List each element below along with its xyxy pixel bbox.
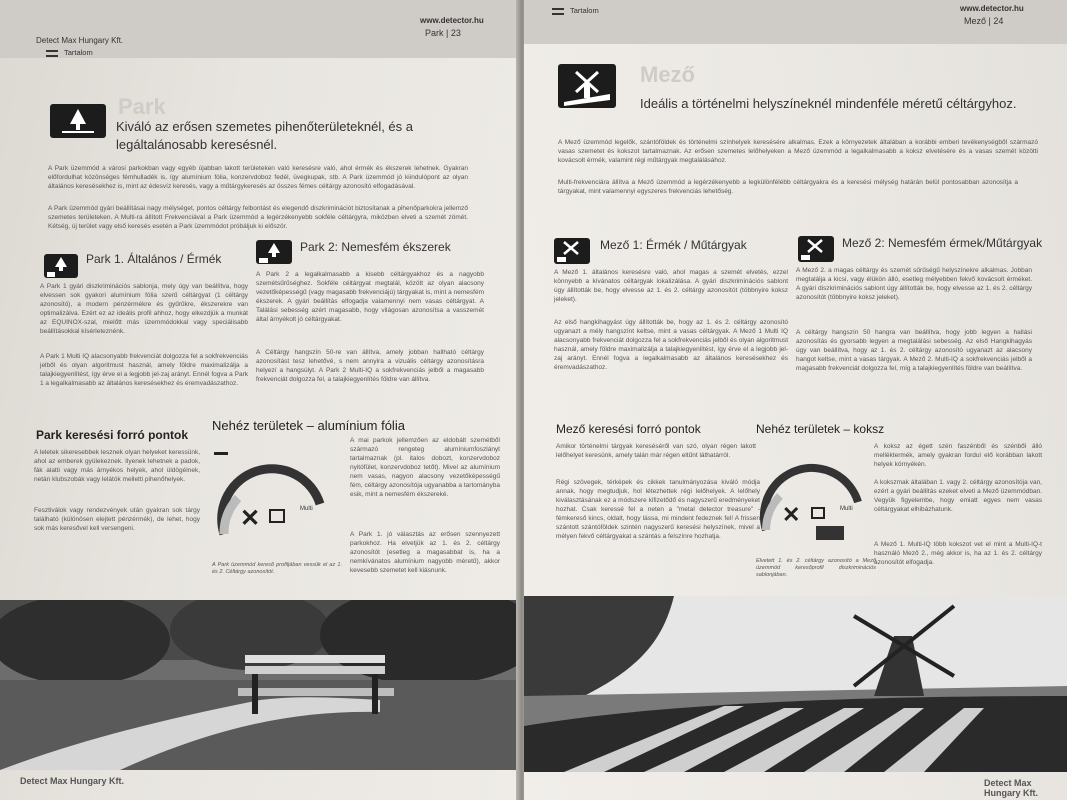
- park-difficult-text-1: A mai parkok jellemzően az eldobált szemétből származó rengeteg alumíniumfoszlányt tartalmaznak (pl. italos dobozt, konzervdoboz nyitófület, konzervdoboz tetőt). Mivel az alumínium nem vasas, nagyon alacsony vezetőképességű fém, céltárgy azonosítója ugyanabba a tartományba esik, mint a nemesfém ékszereké.: [350, 437, 500, 498]
- left-footer: Detect Max Hungary Kft.: [20, 776, 125, 786]
- park-1-text-2: A Park 1 Multi IQ alacsonyabb frekvenciát dolgozza fel a sokfrekvenciás jelből és olyan algoritmust használ, amely földre maximalizálja a talajkiegyenlítést, így érve el a legjobb jel-zaj arányt. Ennél fogva a Park 1 a legalkalmasabb az általános keresésekhez és éremvadászathoz.: [40, 353, 248, 387]
- field-intro-2: Multi-frekvenciára állítva a Mező üzemmód a legérzékenyebb a legkülönfélébb céltárgyakra és a keresési mélység határán belül pontosabban azonosítja a tárgyakat, mint valamennyi egyszeres frekvenciás lehetőség.: [558, 179, 1018, 195]
- field-display-caption: Elvetett 1. és 2. céltárgy azonosító a Mező üzemmód keresőprofil diszkriminációs sablonjában.: [756, 558, 876, 578]
- left-page-number: Park | 23: [425, 28, 461, 38]
- park-2-text-1: A Park 2 a legalkalmasabb a kisebb céltárgyakhoz és a nagyobb szemétsűrűséghez. Sokféle céltárgyat megtalál, között az olyan alacsony vezetőképességű (vagy magasabb frekvenciájú) tárgyakat is, mint a nemesfém ékszerek. A gyári beállítás elfogadja valamennyi nem vasas céltárgyat. A Találási sebesség azért magasabb, hogy világosan azonosítsa a vasszemét által árnyékolt jó céltárgyakat.: [256, 271, 484, 323]
- park-subtitle: Kiváló az erősen szemetes pihenőterületeknél, és a legáltalánosabb keresésnél.: [116, 119, 414, 152]
- field-detector-display: [754, 444, 872, 556]
- left-toc-link[interactable]: [46, 48, 93, 57]
- park-difficult-text-2: A Park 1. jó választás az erősen szennyezett parkokhoz. Ha elvetjük az 1. és 2. céltárgy azonosítót (esetleg a magasabbat is, ha a nemkívánatos alumínium nagyobb méretű), akkor kevesebb szemetet kell kiásnunk.: [350, 531, 500, 574]
- svg-text:✕: ✕: [240, 505, 261, 532]
- right-toc-link[interactable]: [552, 6, 599, 15]
- park-bench-photo: [0, 600, 520, 770]
- field-1-text-2: Az első hangkihagyást úgy állították be, hogy az 1. és 2. céltárgy azonosító ugyanazt a mély hangszínt keltse, mint a vasas céltárgyak. A Mező 1 Multi IQ alacsonyabb frekvenciát dolgozza fel a sokfrekvenciás jelből és olyan algoritmust használ, amely földre maximalizálja a talajkiegyenlítést, így érve el a legjobb jel-zaj arányt. Ennél fogva a legalkalmasabb az általános keresésekhez és éremvadászathoz.: [554, 319, 788, 371]
- park-1-title: Park 1. Általános / Érmék: [86, 252, 222, 266]
- field-2-icon: [798, 236, 834, 262]
- list-icon: [552, 8, 564, 15]
- field-intro-1: A Mező üzemmód legelők, szántóföldek és történelmi színhelyek keresésére alkalmas. Ezek a környezetek általában a korábbi emberi tevékenységből származó vasas szemetet és kokszot tartalmaznak. Az erősen szemetes lelőhelyeken a Mező üzemmód a legalkalmasabb a koksz elvetésére és a vasas szemét közötti kovácsolt érmék, valamint régi műtárgyak megtalálásához.: [558, 139, 1038, 164]
- park-1-text-1: A Park 1 gyári diszkriminációs sablonja, mely úgy van beállítva, hogy elvessen sok gyakori alumínium fólia szerű céltárgyat (1 céltárgy azonosító), a modern pénzérmékre és gyűrűkre, ékszerekre van optimalizálva. Ezért ez az ideális profil ahhoz, hogy elkezdjük a munkát az EQUINOX-szal, mielőtt más üzemmódokkal vagy speciálisabb beállításokkal kísérleteznénk.: [40, 283, 248, 335]
- right-header-url: www.detector.hu: [960, 4, 1024, 13]
- park-display-caption: A Park üzemmód kereső profiljában vessük el az 1. és 2. Céltárgy azonosítót.: [212, 562, 342, 575]
- field-2-text-2: A céltárgy hangszín 50 hangra van beállítva, hogy jobb legyen a hallási azonosítás és gyorsabb legyen a megtalálási sebesség. Az első Hangkihagyás úgy van beállítva, hogy az 1. és 2. céltárgy azonosító ugyanazt az alacsony hangot keltse, mint a vasas tárgyak. A Mező 2. Multi-IQ a sokfrekvenciás jelből a magasabb frekvenciát dolgozza fel, míg a talajkiegyenlítés földre van beállítva.: [796, 329, 1032, 372]
- field-2-text-1: A Mező 2. a magas céltárgy és szemét sűrűségű helyszínekre alkalmas. Jobban megtalálja a kicsi, vagy élükön álló, esetleg mélyebben fekvő kovácsolt érméket. A gyári diszkriminációs sablont úgy állították be, hogy elvesse az 1. és 2. céltárgy azonosítót (többnyire koksz jeleket).: [796, 267, 1032, 301]
- field-hotspots-text-2: Régi szövegek, térképek és cikkek tanulmányozása kiváló módja annak, hogy megtudjuk, hol létezhettek régi lelőhelyek. A lelőhely kiválasztásának ez a módszere kifizetődő és nagyszerű eredményeket hozhat. Csak keressé fel a neten a "metal detector treasure" - fémkereső kincs, oldalt, hogy lássa, mi mindent fedeznek fel! A frissen szántott szántóföldek szintén nagyszerű keresési helyszínek, mivel a mélyen fekvő céltárgyakat a szántás a felszínre hozhatja.: [556, 479, 760, 540]
- park-hotspots-title: Park keresési forró pontok: [36, 428, 189, 442]
- park-2-text-2: A Céltárgy hangszín 50-re van állítva, amely jobban hallható céltárgy azonosítást tesz lehetővé, s nem annyira a vizuális céltárgy azonosításra helyezi a hangsúlyt. A Park 2 Multi-IQ a sokfrekvenciás jelből a magasabb frekvenciát dolgozza fel, a talajkiegyenlítés földre van állítva.: [256, 349, 484, 383]
- park-difficult-title: Nehéz területek – alumínium fólia: [212, 418, 405, 433]
- field-hotspots-title: Mező keresési forró pontok: [556, 422, 701, 436]
- park-hotspots-text-1: A leletek sikeresebbek lesznek olyan helyeket keressünk, ahol az emberek gyülekeznek. Ilyenek lehetnek a padok, fák alatti vagy más árnyékos helyek, ahol üldögélnek, netán klubszobák vagy lelátók melletti pihenőhelyek.: [34, 449, 200, 483]
- park-hotspots-text-2: Fesztiválok vagy rendezvények után gyakran sok tárgy található (különösen elejtett pénzérmék), de lehet, hogy sok más keresővel kell versengeni.: [34, 507, 200, 532]
- park-title: Park: [118, 94, 166, 119]
- field-difficult-title: Nehéz területek – koksz: [756, 422, 885, 436]
- field-difficult-text-3: A Mező 1. Multi-IQ több kokszot vet el mint a Multi-IQ-t használó Mező 2., még akkor is, ha az 1. és 2. céltárgy azonosítót elfogadja.: [874, 541, 1042, 566]
- park-intro-2: A Park üzemmód gyári beállításai nagy mélységet, pontos céltárgy felbontást és elegendő diszkriminációt biztosítanak a pihenőparkokra jellemző szemetes területeken. A Multi-ra állított Frekvenciával a Park üzemmód a legérzékenyebb sokféle céltárgyra, miközben elveti a szemét zömét. Kétség, új terület vagy első keresés esetén a Park üzemmódot próbáljuk ki először.: [48, 205, 468, 230]
- left-page: [0, 0, 520, 800]
- left-company-name: Detect Max Hungary Kft.: [36, 36, 124, 45]
- field-windmill-photo: [524, 596, 1067, 772]
- svg-text:✕: ✕: [782, 502, 801, 527]
- field-difficult-text-1: A koksz az égett szén faszénből és szénből álló melléktermék, amely gyakran fordul elő korábban lakott helyek környékén.: [874, 443, 1042, 468]
- field-hotspots-text-1: Amikor történelmi tárgyak kereséséről van szó, olyan régen lakott lelőhelyet keresünk, amely talán már régen eltűnt láthatárról.: [556, 443, 756, 459]
- field-1-icon: [554, 238, 590, 264]
- right-toc-label: Tartalom: [569, 6, 599, 15]
- field-title: Mező: [640, 62, 695, 87]
- park-intro-1: A Park üzemmód a városi parkokban vagy egyéb újabban lakott területeken való keresésre való, ahol érmék és ékszerek lehetnek. Gyakran előfordulhat közönséges fémhulladék is, így alumínium fólia, konzervdoboz fedél, üvegkupak, stb. A Park üzemmód jó kiindulópont az olyan általános keresésekhez is, mint az édesvíz keresés, vagy a műtárgykeresés az összes fémes céltárgy azonosító elfogadásával.: [48, 165, 468, 190]
- park-2-icon: [256, 240, 292, 264]
- field-subtitle: Ideális a történelmi helyszíneknél mindenféle méretű céltárgyhoz.: [640, 96, 1017, 111]
- park-display-mode: Multi: [300, 506, 313, 512]
- field-display-mode: Multi: [840, 506, 853, 512]
- field-1-text-1: A Mező 1. általános keresésre való, ahol magas a szemét elvetés, ezzel könnyebb a kívánatos céltárgyak lokalizálása. A gyári diszkriminációs sablont úgy állították be, hogy elvesse az 1. és 2. céltárgy azonosítót (többnyire koksz jeleket).: [554, 269, 788, 303]
- right-page-number: Mező | 24: [964, 16, 1004, 26]
- list-icon: [46, 50, 58, 57]
- park-tree-icon: [50, 104, 106, 138]
- park-1-icon: [44, 254, 78, 278]
- right-page: [524, 0, 1067, 800]
- left-header-url: www.detector.hu: [420, 16, 484, 25]
- field-2-title: Mező 2: Nemesfém érmek/Műtárgyak: [842, 236, 1043, 250]
- park-detector-display: [210, 444, 334, 562]
- field-windmill-icon: [558, 64, 616, 108]
- park-2-title: Park 2: Nemesfém ékszerek: [300, 240, 451, 254]
- field-1-title: Mező 1: Érmék / Műtárgyak: [600, 238, 747, 252]
- right-footer: Detect Max Hungary Kft.: [984, 778, 1038, 798]
- field-difficult-text-2: A kokszmak általában 1. vagy 2. céltárgy azonosítója van, ezért a gyári beállítás ezeket elveti a Mező üzemmódban. Vegyük figyelembe, hogy emiatt egyes nem vasas céltárgyakat elhibázhatunk.: [874, 479, 1042, 513]
- left-toc-label: Tartalom: [63, 48, 93, 57]
